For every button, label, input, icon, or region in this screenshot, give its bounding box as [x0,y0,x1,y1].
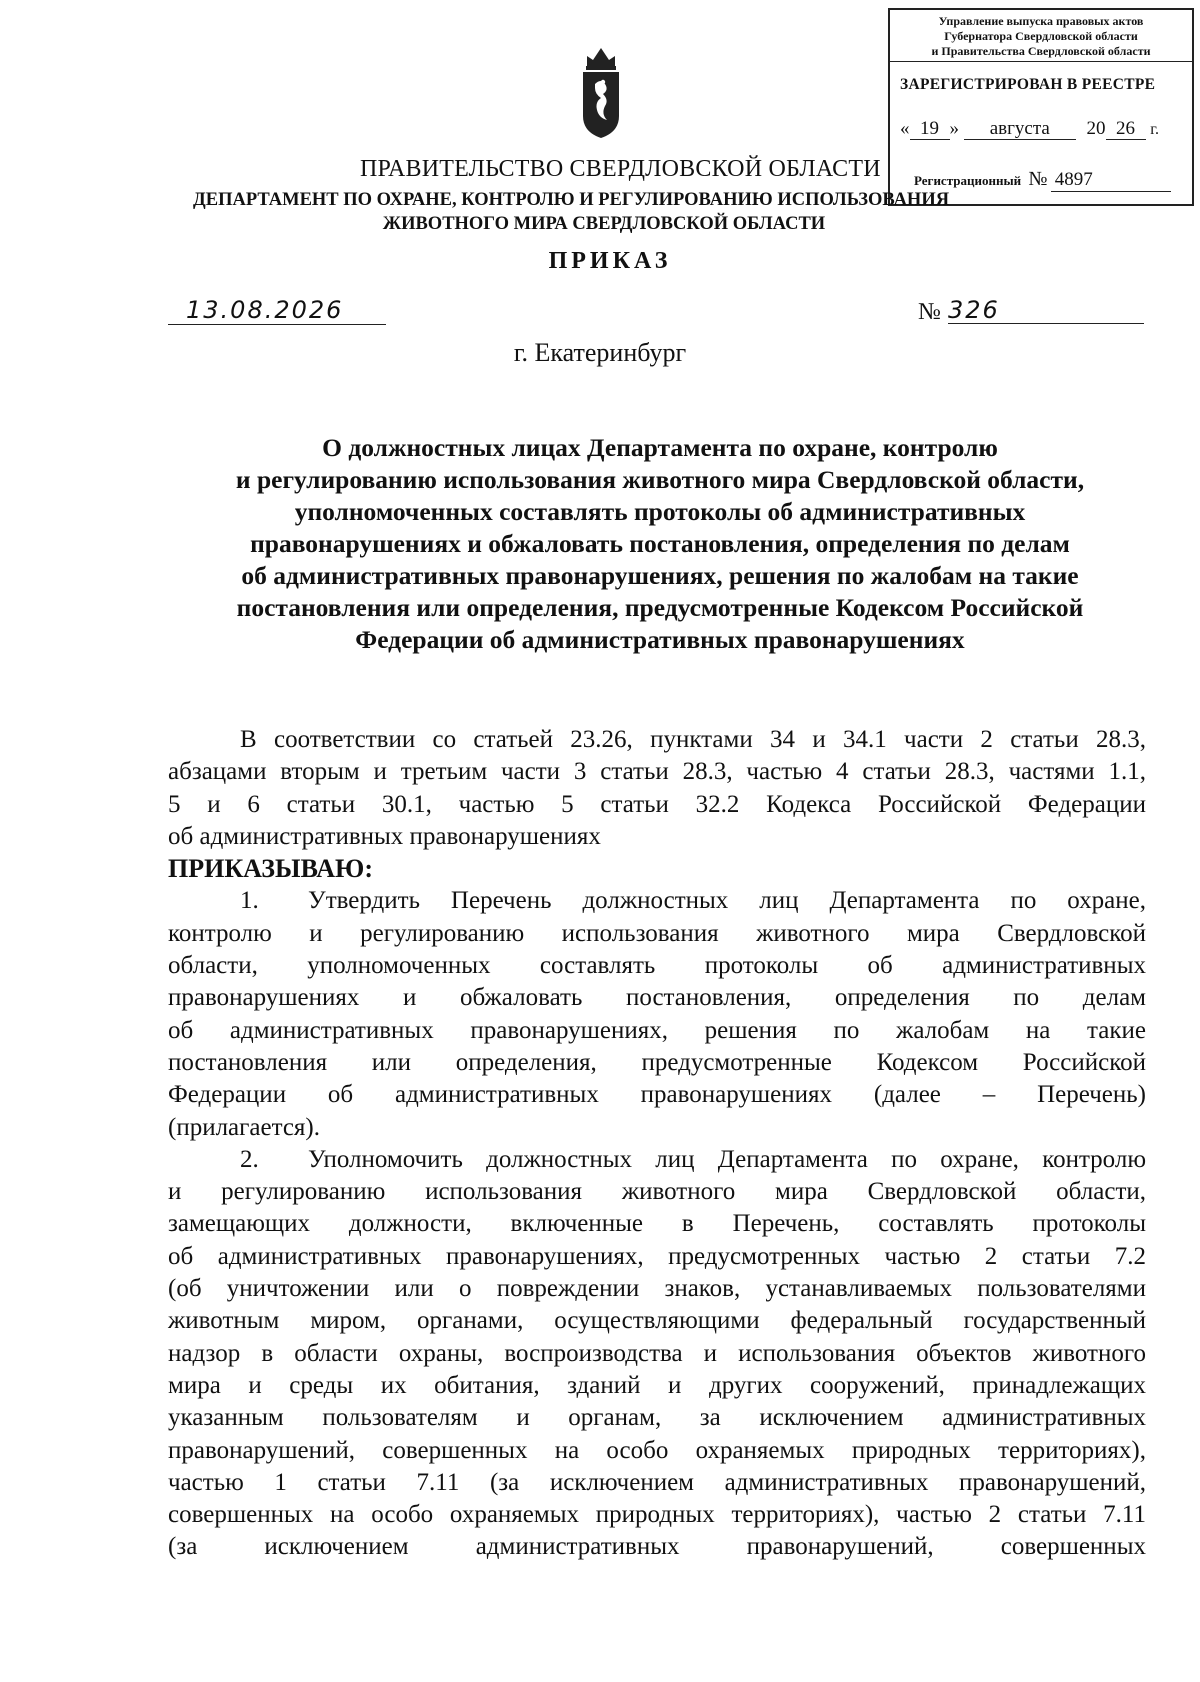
document-type: ПРИКАЗ [548,248,672,274]
title-line: правонарушениях и обжаловать постановления, определения по делам [250,529,1070,558]
item-1-last-line: (прилагается). [168,1113,321,1141]
stamp-date-year-prefix: 20 [1086,118,1106,139]
stamp-date-year-unit: г. [1150,121,1160,138]
department-line-2: ЖИВОТНОГО МИРА СВЕРДЛОВСКОЙ ОБЛАСТИ [382,214,826,234]
item-2-line: животным миром, органами, осуществляющими федеральный государственный [168,1307,1146,1335]
title-line: О должностных лицах Департамента по охране, контролю [322,433,998,462]
coat-of-arms-icon [579,44,623,140]
city: г. Екатеринбург [513,338,687,367]
item-2-line: замещающих должности, включенные в Перечень, составлять протоколы [168,1210,1146,1238]
item-2-line: указанным пользователям и органам, за исключением административных [168,1404,1146,1432]
title-line: уполномоченных составлять протоколы об административных [294,497,1026,526]
stamp-reg-label: Регистрационный [914,173,1022,188]
title-line: Федерации об административных правонарушениях [355,625,965,654]
item-1-number: 1. [240,887,259,915]
item-1-first-line [168,885,1146,917]
item-2-first-line [168,1144,1146,1176]
document-body [168,724,1146,1564]
item-2-first-text: Уполномочить должностных лиц Департамента по охране, контролю [308,1145,1146,1173]
preamble-line: абзацами вторым и третьим части 3 статьи 28.3, частью 4 статьи 28.3, частями 1.1, [168,758,1146,786]
item-1-first-text: Утвердить Перечень должностных лиц Департамента по охране, [308,887,1146,915]
order-word: ПРИКАЗЫВАЮ: [168,854,373,884]
stamp-date-close-quote: » [949,118,959,139]
preamble-line: об административных правонарушениях [168,822,601,850]
stamp-date-month: августа [964,119,1076,140]
item-2-number: 2. [240,1145,259,1173]
order-date-handwritten: 13.08.2026 [186,296,344,324]
stamp-reg-number: 4897 [1051,169,1171,192]
preamble-line: В соответствии со статьей 23.26, пунктами 34 и 34.1 части 2 статьи 28.3, [240,726,1146,753]
stamp-header [890,10,1192,62]
item-2-line: и регулированию использования животного мира Свердловской области, [168,1178,1146,1206]
title-line: и регулированию использования животного мира Свердловской области, [235,465,1085,494]
stamp-header-line: Губернатора Свердловской области [944,29,1138,43]
stamp-registration-number [914,168,1171,192]
department-line-1: ДЕПАРТАМЕНТ ПО ОХРАНЕ, КОНТРОЛЮ И РЕГУЛИРОВАНИЮ ИСПОЛЬЗОВАНИЯ [193,190,950,210]
stamp-date [900,118,1159,140]
title-line: постановления или определения, предусмотренные Кодексом Российской [236,593,1084,622]
item-2-line: мира и среды их обитания, зданий и других сооружений, принадлежащих [168,1371,1146,1399]
stamp-header-line: и Правительства Свердловской области [931,44,1151,58]
item-1-line: правонарушениях и обжаловать постановления, определения по делам [168,984,1146,1012]
stamp-header-line: Управление выпуска правовых актов [938,14,1144,28]
registry-stamp [888,8,1194,206]
document-title [170,432,1150,656]
title-line: об административных правонарушениях, решения по жалобам на такие [241,561,1079,590]
item-1-line: Федерации об административных правонарушениях (далее – Перечень) [168,1081,1146,1109]
item-2-line: надзор в области охраны, воспроизводства и использования объектов животного [168,1339,1146,1367]
order-number-label: № [918,299,941,325]
item-2-line: об административных правонарушениях, предусмотренных частью 2 статьи 7.2 [168,1242,1146,1270]
stamp-registered-label: ЗАРЕГИСТРИРОВАН В РЕЕСТРЕ [900,76,1156,93]
stamp-date-day: 19 [910,119,950,140]
item-1-line: об административных правонарушениях, решения по жалобам на такие [168,1016,1146,1044]
stamp-date-open-quote: « [900,118,910,139]
government-title: ПРАВИТЕЛЬСТВО СВЕРДЛОВСКОЙ ОБЛАСТИ [360,156,881,182]
item-2-line: (за исключением административных правонарушений, совершенных [168,1533,1146,1561]
order-number-handwritten: 326 [948,296,1000,324]
item-1-line: области, уполномоченных составлять протоколы об административных [168,952,1146,980]
stamp-reg-no-sign: № [1028,168,1048,190]
preamble-line: 5 и 6 статьи 30.1, частью 5 статьи 32.2 Кодекса Российской Федерации [168,790,1146,818]
item-2-line: совершенных на особо охраняемых природных территориях), частью 2 статьи 7.11 [168,1501,1146,1529]
item-2-line: частью 1 статьи 7.11 (за исключением административных правонарушений, [168,1468,1146,1496]
item-2-line: правонарушений, совершенных на особо охраняемых природных территориях), [168,1436,1146,1464]
order-date-field [168,294,386,325]
item-2-line: (об уничтожении или о повреждении знаков, устанавливаемых пользователями [168,1275,1146,1303]
stamp-date-year: 26 [1106,119,1146,140]
order-number-field [918,294,1144,324]
item-1-line: контролю и регулированию использования животного мира Свердловской [168,919,1146,947]
item-1-line: постановления или определения, предусмотренные Кодексом Российской [168,1048,1146,1076]
